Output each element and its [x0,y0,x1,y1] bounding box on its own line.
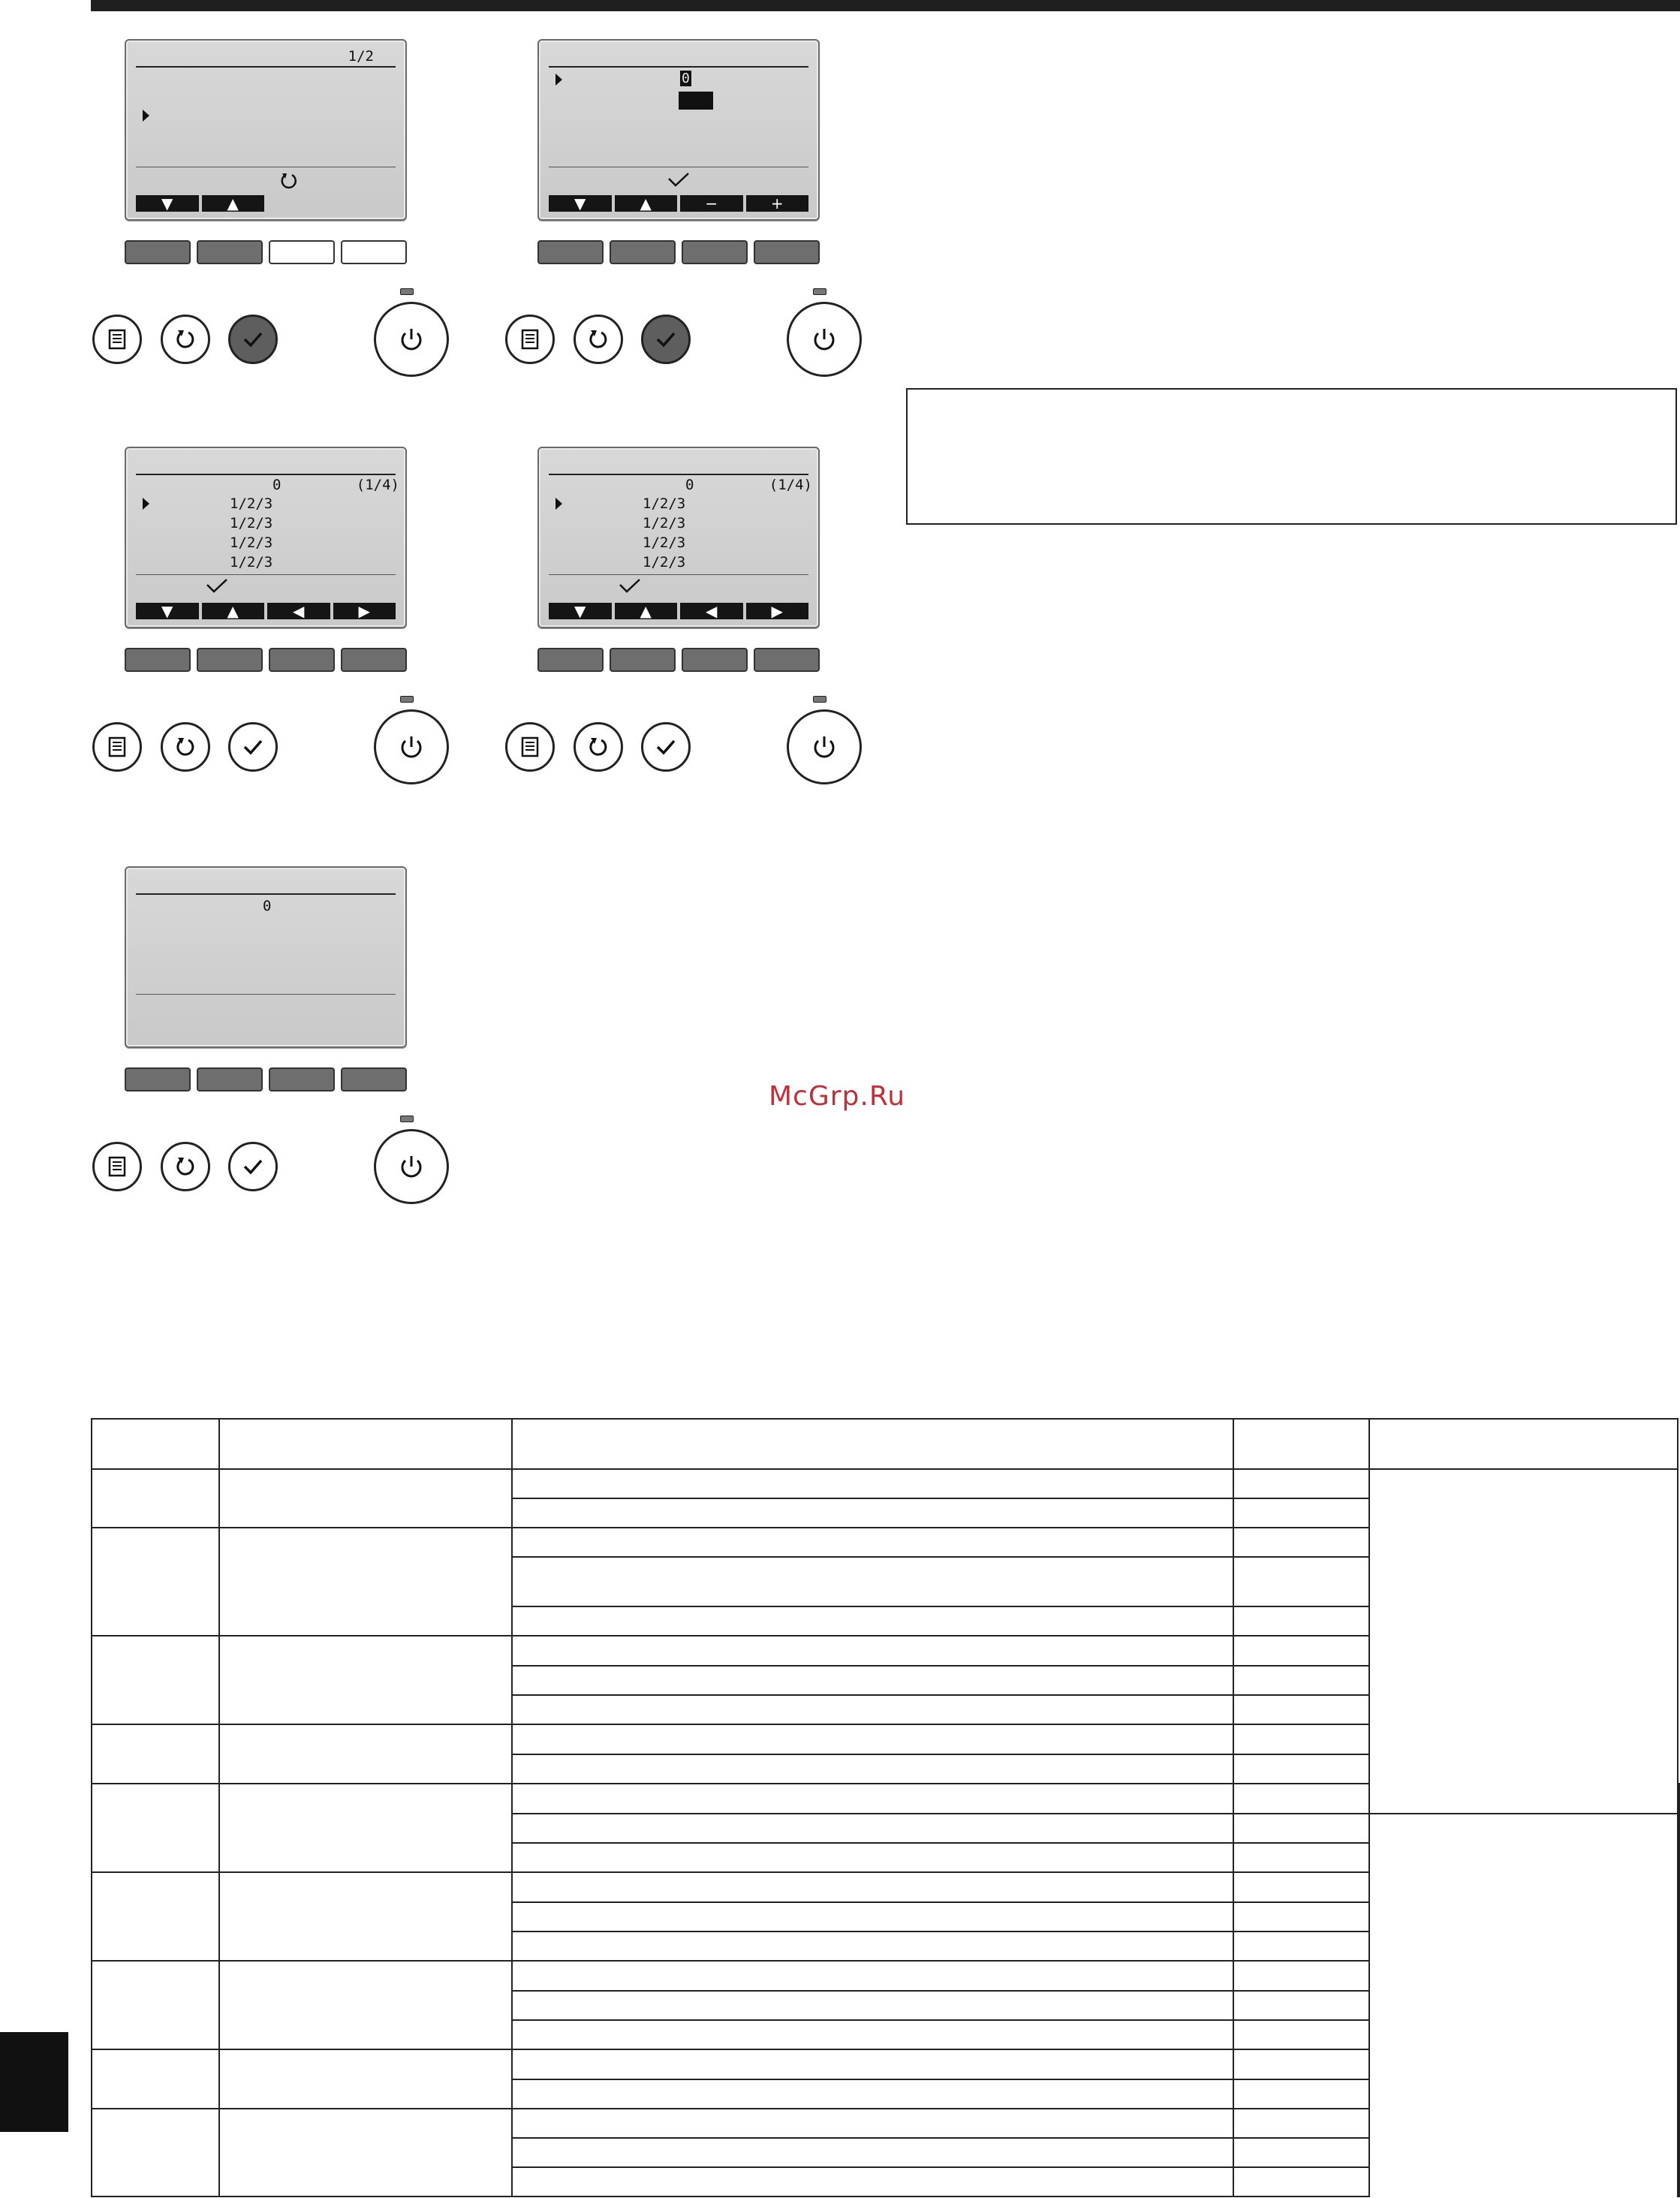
return-icon [173,1155,197,1179]
check-icon [240,327,266,352]
menu-icon [106,328,128,351]
function-button-f4[interactable] [341,648,407,672]
page-indicator: (1/4) [769,477,812,493]
power-led [400,288,414,295]
function-button-f3[interactable] [682,648,748,672]
remote-controller-3 [91,447,541,627]
list-item: 1/2/3 [643,515,686,531]
function-key-labels [549,195,808,212]
power-led [400,1116,414,1122]
check-icon [667,171,691,189]
return-button[interactable] [161,722,210,772]
cursor-icon [143,498,149,510]
function-buttons [537,240,820,266]
return-icon [586,327,610,351]
right-icon: ▶ [333,603,396,619]
function-buttons [125,240,407,266]
power-led [400,696,414,703]
lcd-screen [537,447,820,628]
table-row [92,1961,1679,1991]
power-icon [809,324,839,354]
down-icon: ▼ [549,603,612,619]
up-icon: ▲ [202,603,265,619]
return-arrow-icon [279,171,299,191]
cursor-icon [143,110,149,122]
up-icon: ▲ [615,603,678,619]
page-side-tab [0,2032,68,2132]
menu-button[interactable] [92,722,142,772]
power-icon [396,324,426,354]
power-button[interactable] [374,302,449,377]
function-key-label-4 [333,195,396,212]
list-item: 1/2/3 [230,534,273,551]
table-row [92,2049,1679,2079]
power-button[interactable] [374,1129,449,1204]
power-icon [396,732,426,762]
menu-icon [106,1155,128,1178]
left-icon: ◀ [680,603,743,619]
return-icon [586,735,610,759]
header-value: 0 [685,477,694,493]
return-button[interactable] [161,1142,210,1191]
function-button-f2[interactable] [610,240,676,264]
lcd-screen [125,866,407,1048]
power-icon [396,1152,426,1182]
power-button[interactable] [787,302,862,377]
down-icon: ▼ [136,195,199,212]
return-button[interactable] [574,722,623,772]
function-button-f1[interactable] [125,1067,191,1091]
cursor-icon [555,498,562,510]
power-icon [809,732,839,762]
function-key-labels [136,195,396,212]
power-led [813,288,826,295]
list-item: 1/2/3 [230,554,273,571]
select-button[interactable] [228,1142,278,1191]
power-button[interactable] [787,709,862,784]
page-indicator: 1/2 [348,48,374,65]
function-button-f4[interactable] [341,240,407,264]
list-item: 1/2/3 [643,495,686,512]
setting-value: 0 [682,71,690,86]
menu-button[interactable] [92,315,142,364]
function-button-f1[interactable] [125,648,191,672]
function-buttons [125,648,407,673]
page-indicator: (1/4) [356,477,399,493]
power-button[interactable] [374,709,449,784]
remote-controller-5 [91,866,541,1046]
remote-controller-4 [504,447,954,627]
selected-field [679,92,713,110]
check-icon [618,577,642,595]
function-button-f2[interactable] [197,1067,263,1091]
menu-icon [106,736,128,758]
function-button-f4[interactable] [754,240,820,264]
table-header-row [92,1419,1679,1469]
list-item: 1/2/3 [643,554,686,571]
up-icon: ▲ [615,195,678,212]
right-icon: ▶ [746,603,809,619]
function-button-f2[interactable] [197,240,263,264]
top-rule [91,0,1680,11]
select-button[interactable] [228,315,278,364]
lcd-screen [125,39,407,221]
function-button-f4[interactable] [341,1067,407,1091]
table-row [92,2109,1679,2138]
menu-icon [519,736,541,758]
function-button-f3[interactable] [682,240,748,264]
header-value: 0 [272,477,282,493]
power-led [813,696,826,703]
function-button-f4[interactable] [754,648,820,672]
watermark: McGrp.Ru [769,1081,906,1112]
table-row [92,1872,1679,1902]
note-box [906,388,1677,525]
settings-table [91,1418,1680,2197]
down-icon: ▼ [136,603,199,619]
return-icon [173,327,197,351]
lcd-screen [125,447,407,628]
up-icon: ▲ [202,195,265,212]
lcd-screen [537,39,820,221]
function-key-labels [136,603,396,619]
left-icon: ◀ [267,603,330,619]
function-buttons [537,648,820,673]
header-value: 0 [263,898,272,914]
check-icon [240,1154,266,1179]
function-button-f3[interactable] [269,648,335,672]
list-item: 1/2/3 [230,515,273,531]
function-button-f3[interactable] [269,240,335,264]
check-icon [653,327,679,352]
check-icon [240,734,266,760]
function-button-f1[interactable] [537,648,604,672]
return-icon [173,735,197,759]
function-button-f1[interactable] [125,240,191,264]
list-item: 1/2/3 [643,534,686,551]
function-button-f1[interactable] [537,240,604,264]
check-icon [205,577,229,595]
function-buttons [125,1067,407,1093]
check-icon [653,734,679,760]
menu-button[interactable] [505,722,555,772]
function-key-labels [549,603,808,619]
minus-icon: − [680,195,743,212]
select-button[interactable] [641,722,691,772]
table-row [92,1469,1679,1498]
menu-button[interactable] [505,315,555,364]
function-button-f2[interactable] [197,648,263,672]
return-button[interactable] [574,315,623,364]
cursor-icon [555,74,562,86]
select-button[interactable] [228,722,278,772]
menu-button[interactable] [92,1142,142,1191]
remote-controller-1 [91,39,541,219]
function-key-label-3 [267,195,330,212]
function-button-f2[interactable] [610,648,676,672]
list-item: 1/2/3 [230,495,273,512]
down-icon: ▼ [549,195,612,212]
select-button[interactable] [641,315,691,364]
remote-controller-2 [504,39,954,219]
plus-icon: + [746,195,809,212]
menu-icon [519,328,541,351]
function-button-f3[interactable] [269,1067,335,1091]
return-button[interactable] [161,315,210,364]
